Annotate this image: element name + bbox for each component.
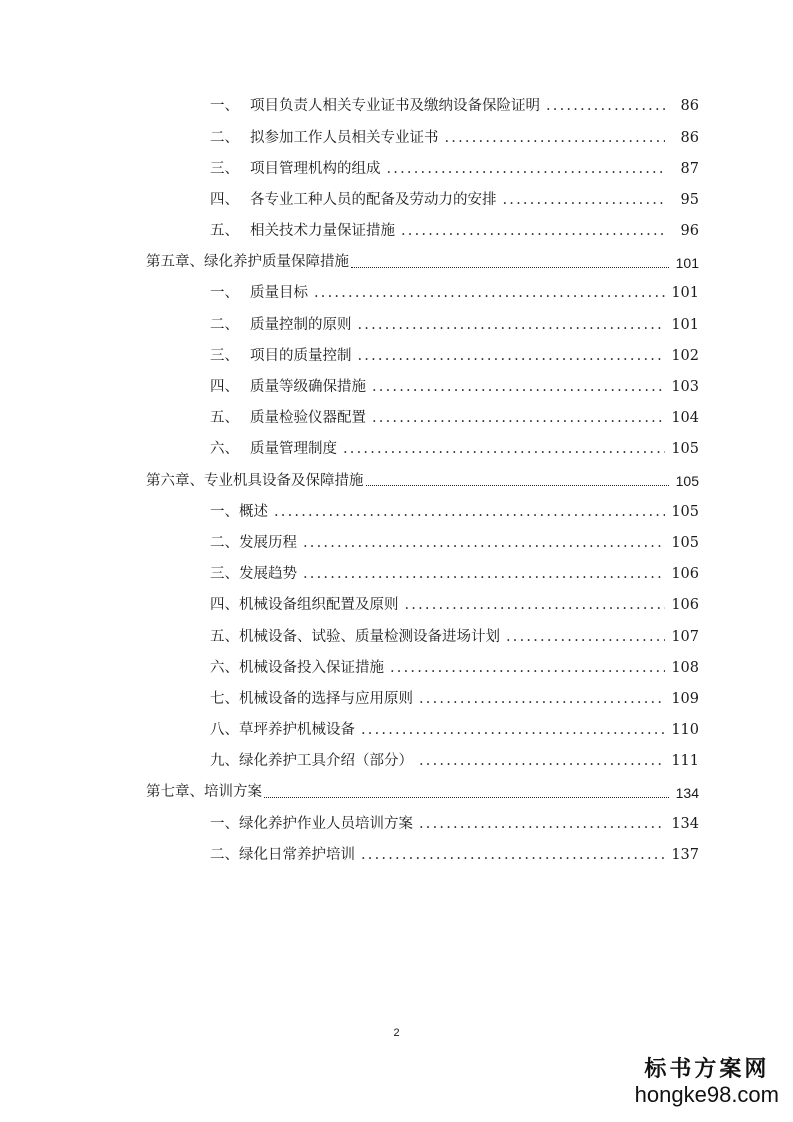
toc-section-entry[interactable] — [210, 403, 699, 434]
toc-entry-title: 质量管理制度 — [250, 441, 337, 458]
toc-entry-page: 86 — [680, 98, 699, 115]
toc-dot-leader — [264, 787, 669, 798]
toc-dot-leader — [366, 475, 670, 486]
toc-entry-number: 五、 — [210, 223, 239, 240]
toc-entry-title: 质量等级确保措施 — [250, 379, 366, 396]
toc-entry-page: 134 — [671, 815, 699, 832]
toc-chapter-entry[interactable] — [146, 777, 699, 808]
toc-dot-leader — [303, 536, 665, 551]
toc-entry-number: 二、 — [210, 316, 239, 333]
toc-entry-number: 一、 — [210, 285, 239, 302]
toc-section-entry[interactable] — [210, 840, 699, 871]
toc-entry-page: 107 — [671, 628, 699, 645]
toc-entry-number: 一、 — [210, 815, 239, 832]
toc-entry-page: 105 — [675, 472, 699, 489]
toc-entry-page: 109 — [671, 690, 699, 707]
toc-section-entry[interactable] — [210, 341, 699, 372]
toc-entry-page: 105 — [671, 534, 699, 551]
table-of-contents — [0, 91, 793, 871]
toc-entry-title: 机械设备组织配置及原则 — [239, 597, 399, 614]
toc-entry-number: 二、 — [210, 129, 239, 146]
toc-entry-page: 103 — [671, 379, 699, 396]
toc-section-entry[interactable] — [210, 91, 699, 122]
toc-entry-number: 三、 — [210, 160, 239, 177]
toc-entry-page: 110 — [671, 722, 699, 739]
toc-entry-number: 五、 — [210, 410, 239, 427]
toc-entry-number: 四、 — [210, 191, 239, 208]
toc-section-entry[interactable] — [210, 808, 699, 839]
toc-entry-title: 草坪养护机械设备 — [239, 722, 355, 739]
toc-entry-title: 相关技术力量保证措施 — [250, 223, 395, 240]
toc-section-entry[interactable] — [210, 559, 699, 590]
toc-entry-number: 八、 — [210, 722, 239, 739]
toc-dot-leader — [506, 630, 665, 645]
toc-entry-title: 发展趋势 — [239, 566, 297, 583]
toc-entry-number: 六、 — [210, 441, 239, 458]
toc-entry-page: 95 — [680, 191, 699, 208]
toc-entry-page: 137 — [671, 846, 699, 863]
toc-entry-number: 三、 — [210, 347, 239, 364]
toc-entry-page: 106 — [671, 566, 699, 583]
toc-entry-number: 六、 — [210, 659, 239, 676]
watermark-en: hongke98.com — [634, 1082, 779, 1107]
toc-entry-page: 108 — [671, 659, 699, 676]
toc-entry-page: 102 — [671, 347, 699, 364]
toc-entry-title: 机械设备的选择与应用原则 — [239, 690, 413, 707]
toc-dot-leader — [372, 411, 665, 426]
toc-entry-page: 87 — [680, 160, 699, 177]
toc-section-entry[interactable] — [210, 684, 699, 715]
page-number: 2 — [393, 1027, 400, 1039]
toc-dot-leader — [343, 442, 665, 457]
toc-entry-title: 拟参加工作人员相关专业证书 — [250, 129, 439, 146]
watermark-logo — [635, 1056, 779, 1108]
toc-entry-number: 四、 — [210, 379, 239, 396]
toc-entry-title: 机械设备、试验、质量检测设备进场计划 — [239, 628, 500, 645]
toc-entry-number: 二、 — [210, 534, 239, 551]
toc-entry-page: 106 — [671, 597, 699, 614]
toc-section-entry[interactable] — [210, 309, 699, 340]
watermark-cn: 标书方案网 — [644, 1056, 770, 1082]
toc-entry-number: 七、 — [210, 690, 239, 707]
toc-entry-title: 绿化日常养护培训 — [239, 846, 355, 863]
toc-entry-title: 概述 — [239, 503, 268, 520]
toc-chapter-entry[interactable] — [146, 247, 699, 278]
toc-dot-leader — [372, 380, 665, 395]
toc-entry-title: 质量控制的原则 — [250, 316, 352, 333]
toc-entry-title: 第七章、培训方案 — [146, 784, 262, 801]
toc-dot-leader — [351, 257, 669, 268]
toc-section-entry[interactable] — [210, 621, 699, 652]
toc-dot-leader — [314, 286, 665, 301]
toc-section-entry[interactable] — [210, 496, 699, 527]
toc-entry-page: 105 — [671, 503, 699, 520]
toc-entry-page: 105 — [671, 441, 699, 458]
toc-entry-title: 项目的质量控制 — [250, 347, 352, 364]
toc-dot-leader — [419, 817, 665, 832]
toc-dot-leader — [405, 598, 666, 613]
toc-dot-leader — [274, 505, 665, 520]
toc-section-entry[interactable] — [210, 590, 699, 621]
toc-entry-number: 二、 — [210, 846, 239, 863]
toc-dot-leader — [445, 131, 666, 146]
toc-section-entry[interactable] — [210, 715, 699, 746]
toc-dot-leader — [390, 661, 665, 676]
toc-dot-leader — [358, 318, 666, 333]
toc-entry-page: 104 — [671, 410, 699, 427]
toc-section-entry[interactable] — [210, 746, 699, 777]
toc-entry-number: 五、 — [210, 628, 239, 645]
toc-dot-leader — [503, 193, 666, 208]
toc-dot-leader — [303, 567, 665, 582]
toc-entry-title: 项目负责人相关专业证书及缴纳设备保险证明 — [250, 98, 540, 115]
toc-section-entry[interactable] — [210, 216, 699, 247]
toc-entry-page: 101 — [675, 254, 699, 271]
toc-section-entry[interactable] — [210, 153, 699, 184]
toc-section-entry[interactable] — [210, 185, 699, 216]
toc-section-entry[interactable] — [210, 278, 699, 309]
toc-section-entry[interactable] — [210, 528, 699, 559]
toc-dot-leader — [419, 754, 665, 769]
toc-entry-number: 三、 — [210, 566, 239, 583]
toc-entry-number: 一、 — [210, 503, 239, 520]
toc-entry-title: 第六章、专业机具设备及保障措施 — [146, 472, 364, 489]
toc-section-entry[interactable] — [210, 372, 699, 403]
toc-dot-leader — [361, 723, 665, 738]
toc-entry-title: 第五章、绿化养护质量保障措施 — [146, 254, 349, 271]
toc-dot-leader — [361, 848, 665, 863]
toc-entry-page: 96 — [680, 223, 699, 240]
toc-entry-title: 质量目标 — [250, 285, 308, 302]
toc-entry-title: 机械设备投入保证措施 — [239, 659, 384, 676]
toc-dot-leader — [387, 162, 666, 177]
toc-entry-title: 质量检验仪器配置 — [250, 410, 366, 427]
toc-entry-number: 九、 — [210, 753, 239, 770]
toc-dot-leader — [358, 349, 666, 364]
toc-entry-page: 111 — [671, 753, 699, 770]
toc-chapter-entry[interactable] — [146, 465, 699, 496]
toc-section-entry[interactable] — [210, 434, 699, 465]
toc-section-entry[interactable] — [210, 122, 699, 153]
toc-section-entry[interactable] — [210, 652, 699, 683]
toc-entry-title: 绿化养护工具介绍（部分） — [239, 753, 413, 770]
toc-entry-page: 101 — [671, 285, 699, 302]
toc-entry-title: 各专业工种人员的配备及劳动力的安排 — [250, 191, 497, 208]
toc-entry-title: 绿化养护作业人员培训方案 — [239, 815, 413, 832]
toc-dot-leader — [546, 99, 665, 114]
toc-entry-number: 一、 — [210, 98, 239, 115]
toc-entry-title: 发展历程 — [239, 534, 297, 551]
toc-entry-number: 四、 — [210, 597, 239, 614]
toc-entry-page: 86 — [680, 129, 699, 146]
toc-entry-title: 项目管理机构的组成 — [250, 160, 381, 177]
toc-entry-page: 134 — [675, 784, 699, 801]
toc-dot-leader — [419, 692, 665, 707]
toc-dot-leader — [401, 224, 665, 239]
toc-entry-page: 101 — [671, 316, 699, 333]
